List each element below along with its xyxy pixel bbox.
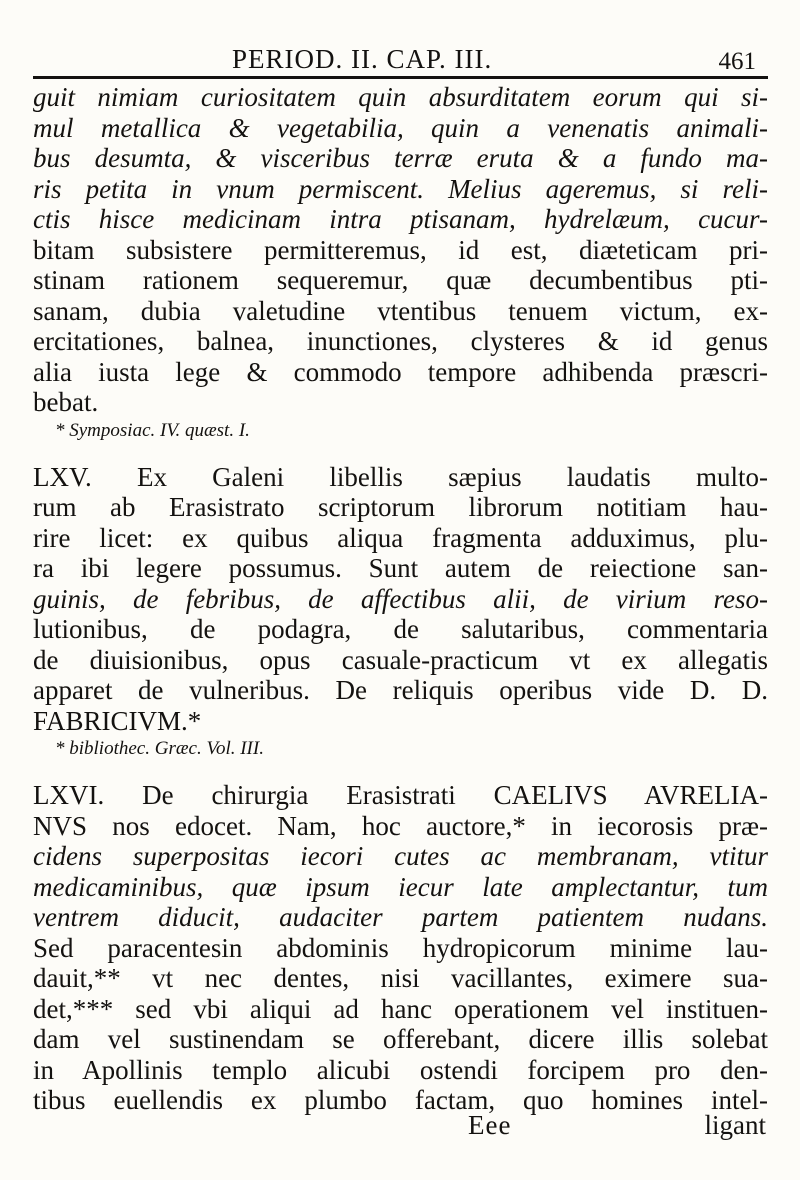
text-line: Sed paracentesin abdominis hydropicorum minime lau- (33, 932, 768, 963)
text-line: guinis, de febribus, de affectibus alii, de virium reso- (33, 583, 768, 614)
text-line: ctis hisce medicinam intra ptisanam, hydrelæum, cucur- (33, 204, 768, 234)
footnote: * bibliothec. Græc. Vol. III. (55, 738, 264, 759)
text-line: NVS nos edocet. Nam, hoc auctore,* in iecorosis præ- (33, 810, 768, 841)
text-line: apparet de vulneribus. De reliquis operibus vide D. D. (33, 675, 768, 705)
text-line: guit nimiam curiositatem quin absurditatem eorum qui si- (33, 82, 768, 112)
text-line: de diuisionibus, opus casuale-practicum vt ex allegatis (33, 644, 768, 675)
text-line: FABRICIVM.* (33, 705, 202, 736)
text-line: rum ab Erasistrato scriptorum librorum notitiam hau- (33, 492, 768, 522)
running-head (0, 36, 800, 76)
text-line: rire licet: ex quibus aliqua fragmenta adduximus, plu- (33, 522, 768, 553)
header-rule (33, 76, 768, 79)
text-line: LXVI. De chirurgia Erasistrati CAELIVS AVRELIA- (33, 780, 768, 810)
text-line: ercitationes, balnea, inunctiones, clysteres & id genus (33, 326, 768, 356)
page-footer (0, 1110, 800, 1144)
footnote: * Symposiac. IV. quæst. I. (55, 419, 250, 441)
text-line: bitam subsistere permitteremus, id est, diæteticam pri- (33, 234, 768, 265)
page-number: 461 (718, 48, 756, 75)
text-line: bebat. (33, 387, 99, 417)
paragraph-gap (33, 448, 768, 462)
text-line: dam vel sustinendam se offerebant, dicere illis solebat (33, 1024, 768, 1054)
text-line: medicaminibus, quæ ipsum iecur late amplectantur, tum (33, 871, 768, 902)
text-line: dauit,** vt nec dentes, nisi vacillantes, eximere sua- (33, 963, 768, 993)
text-line: lutionibus, de podagra, de salutaribus, commentaria (33, 614, 768, 644)
text-line: LXV. Ex Galeni libellis sæpius laudatis multo- (33, 461, 768, 492)
body-text (33, 82, 768, 1116)
text-line: ra ibi legere possumus. Sunt autem de reiectione san- (33, 553, 768, 583)
paragraph-gap (33, 766, 768, 780)
text-line: bus desumta, & visceribus terræ eruta & a fundo ma- (33, 143, 768, 173)
running-title: PERIOD. II. CAP. III. (232, 44, 493, 74)
text-line: ris petita in vnum permiscent. Melius ageremus, si reli- (33, 173, 768, 204)
text-line: ventrem diducit, audaciter partem patientem nudans. (33, 902, 768, 932)
text-line: cidens superpositas iecori cutes ac membranam, vtitur (33, 841, 768, 871)
catchword: ligant (704, 1110, 766, 1140)
text-line: mul metallica & vegetabilia, quin a venenatis animali- (33, 112, 768, 143)
signature-mark: Eee (468, 1110, 512, 1140)
text-line: in Apollinis templo alicubi ostendi forcipem pro den- (33, 1054, 768, 1085)
text-line: tibus euellendis ex plumbo factam, quo homines intel- (33, 1085, 768, 1115)
text-line: stinam rationem sequeremur, quæ decumbentibus pti- (33, 265, 768, 295)
text-line: det,*** sed vbi aliqui ad hanc operationem vel instituen- (33, 993, 768, 1024)
text-line: sanam, dubia valetudine vtentibus tenuem victum, ex- (33, 295, 768, 326)
text-line: alia iusta lege & commodo tempore adhibenda præscri- (33, 356, 768, 387)
